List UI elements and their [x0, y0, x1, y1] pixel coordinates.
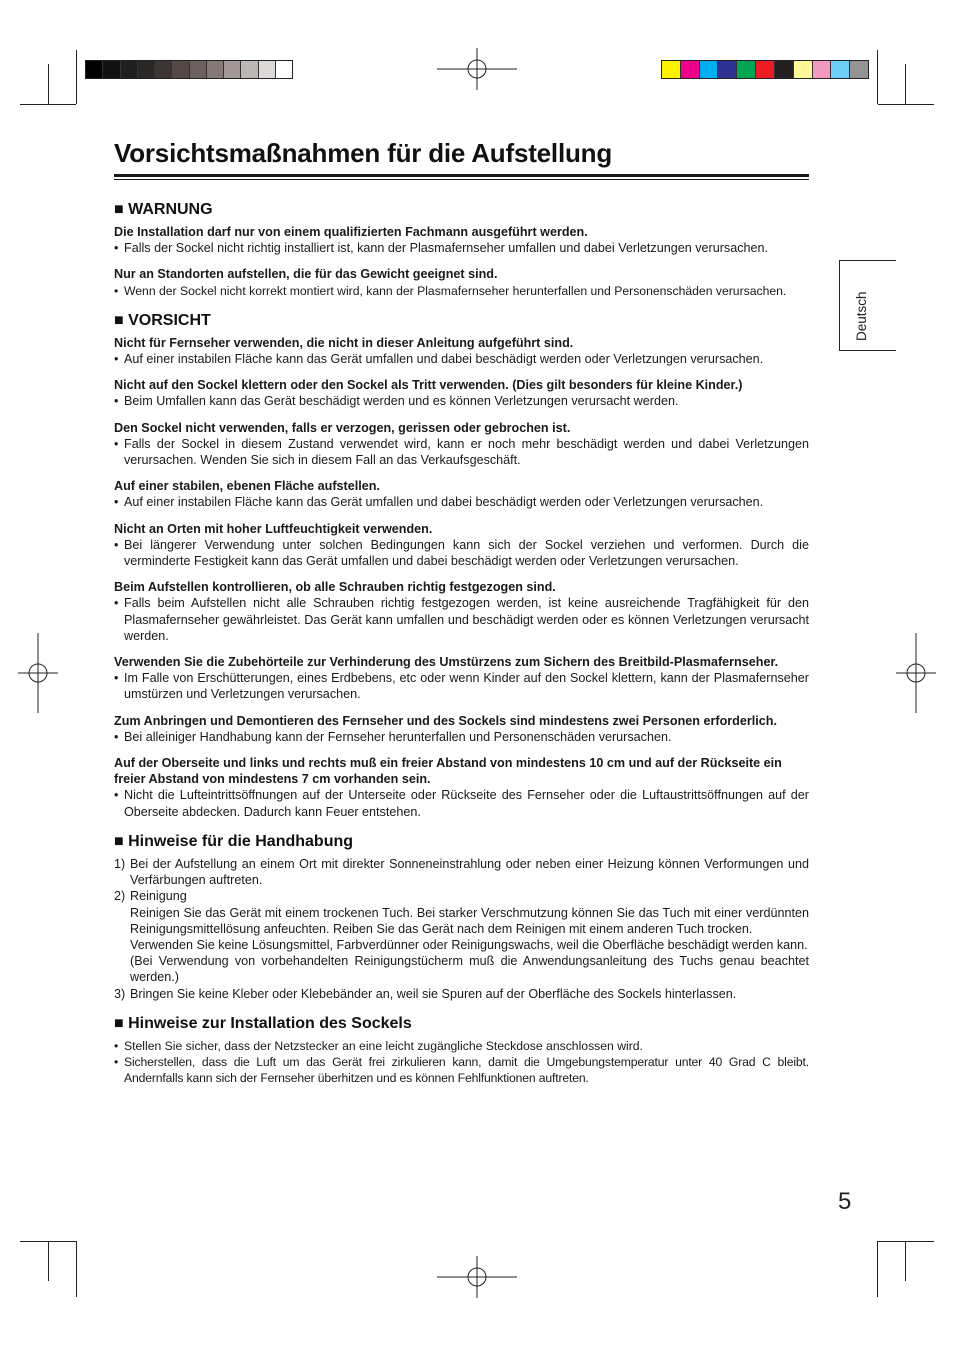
grayscale-calibration-bar [85, 60, 293, 79]
calibration-swatch [850, 61, 868, 78]
caution-item-bullet: • Im Falle von Erschütterungen, eines Erdbebens, etc oder wenn Kinder auf den Sockel klettern, kann der Plasmafernseher umstürzen und Verletzungen verursachen. [114, 670, 809, 702]
calibration-swatch [681, 61, 700, 78]
calibration-swatch [259, 61, 276, 78]
caution-item-bullet: • Bei alleiniger Handhabung kann der Fernseher herunterfallen und Personenschäden verursachen. [114, 729, 809, 745]
cleaning-paragraph: Verwenden Sie keine Lösungsmittel, Farbverdünner oder Reinigungswachs, weil die Oberfläche beschädigt werden kann. [130, 937, 808, 952]
registration-mark-top [437, 48, 517, 90]
item-number: 2) [114, 889, 126, 904]
item-text: Reinigung [130, 889, 187, 904]
calibration-swatch [207, 61, 224, 78]
language-tab-label: Deutsch [854, 291, 869, 341]
color-calibration-bar [661, 60, 869, 79]
calibration-swatch [794, 61, 813, 78]
caution-item [114, 713, 809, 745]
caution-item [114, 579, 809, 644]
caution-item-title: Den Sockel nicht verwenden, falls er verzogen, gerissen oder gebrochen ist. [114, 420, 571, 435]
caution-item [114, 755, 809, 820]
registration-mark-bottom [437, 1256, 517, 1298]
caution-item-title: Zum Anbringen und Demontieren des Fernseher und des Sockels sind mindestens zwei Personen erforderlich. [114, 713, 777, 728]
page-number: 5 [838, 1188, 852, 1215]
section-handhabung [114, 832, 809, 1002]
caution-item [114, 420, 809, 469]
item-text: Bringen Sie keine Kleber oder Klebebänder an, weil sie Spuren auf der Oberfläche des Sockels hinterlassen. [130, 986, 737, 1001]
calibration-swatch [737, 61, 756, 78]
caution-item-bullet: • Bei längerer Verwendung unter solchen Bedingungen kann sich der Sockel verziehen und verformen. Durch die verminderte Festigkeit kann das Gerät umfallen und dabei beschädigt werden oder Verletzungen verursachen. [114, 537, 809, 569]
calibration-swatch [813, 61, 832, 78]
installation-bullet: • Sicherstellen, dass die Luft um das Gerät frei zirkulieren kann, damit die Umgebungstemperatur unter 40 Grad C bleibt. Andernfalls kann sich der Fernseher überhitzen und es können Fehlfunktionen auftreten. [114, 1054, 809, 1086]
calibration-swatch [662, 61, 681, 78]
warning-item-bullet: • Wenn der Sockel nicht korrekt montiert wird, kann der Plasmafernseher herunterfallen und Personenschäden verursachen. [114, 283, 809, 299]
calibration-swatch [172, 61, 189, 78]
calibration-swatch [121, 61, 138, 78]
cleaning-paragraph: (Bei Verwendung von vorbehandelten Reinigungstücherm muß die Anwendungsanleitung des Tuchs genau beachtet werden.) [130, 954, 809, 985]
calibration-swatch [86, 61, 103, 78]
section-heading-vorsicht: ■ VORSICHT [114, 311, 211, 329]
registration-mark-left [18, 633, 58, 713]
calibration-swatch [155, 61, 172, 78]
warning-item-title: Die Installation darf nur von einem qualifizierten Fachmann ausgeführt werden. [114, 225, 588, 239]
item-number: 1) [114, 856, 126, 871]
calibration-swatch [831, 61, 850, 78]
item-number: 3) [114, 986, 126, 1001]
calibration-swatch [276, 61, 292, 78]
calibration-swatch [718, 61, 737, 78]
warning-item [114, 224, 809, 256]
language-tab [839, 260, 896, 351]
numbered-item [114, 986, 809, 1002]
caution-item-bullet: • Falls beim Aufstellen nicht alle Schrauben richtig festgezogen werden, ist keine ausreichende Tragfähigkeit für den Plasmafernseher gewährleistet. Das Gerät kann umfallen und beschädigt werden oder es können Verletzungen verursacht werden. [114, 595, 809, 644]
page-title: Vorsichtsmaßnahmen für die Aufstellung [114, 138, 613, 168]
title-rule-thin [114, 179, 809, 180]
caution-item-title: Verwenden Sie die Zubehörteile zur Verhinderung des Umstürzens zum Sichern des Breitbild-Plasmafernseher. [114, 655, 779, 670]
calibration-swatch [241, 61, 258, 78]
caution-item-bullet: • Nicht die Lufteintrittsöffnungen auf der Unterseite oder Rückseite des Fernseher oder die Luftaustrittsöffnungen auf der Oberseite abdecken. Dadurch kann Feuer entstehen. [114, 787, 809, 819]
numbered-item [114, 888, 809, 904]
caution-item-title: Beim Aufstellen kontrollieren, ob alle Schrauben richtig festgezogen sind. [114, 580, 556, 595]
caution-item-title: Auf der Oberseite und links und rechts muß ein freier Abstand von mindestens 10 cm und auf der Rückseite ein freier Abstand von mindestens 7 cm vorhanden sein. [114, 756, 782, 787]
caution-item-title: Nicht für Fernseher verwenden, die nicht in dieser Anleitung aufgeführt sind. [114, 335, 574, 350]
calibration-swatch [190, 61, 207, 78]
caution-item-bullet: • Auf einer instabilen Fläche kann das Gerät umfallen und dabei beschädigt werden oder Verletzungen verursachen. [114, 494, 809, 510]
caution-item-bullet: • Beim Umfallen kann das Gerät beschädigt werden und es können Verletzungen verursacht werden. [114, 393, 809, 409]
section-heading-warnung: ■ WARNUNG [114, 201, 213, 218]
section-vorsicht [114, 311, 809, 820]
caution-item-title: Nicht an Orten mit hoher Luftfeuchtigkeit verwenden. [114, 521, 433, 536]
installation-bullet: • Stellen Sie sicher, dass der Netzstecker an eine leicht zugängliche Steckdose anschlossen wird. [114, 1038, 809, 1054]
section-warnung [114, 200, 809, 299]
title-rule [114, 174, 809, 177]
calibration-swatch [756, 61, 775, 78]
calibration-swatch [700, 61, 719, 78]
caution-item [114, 521, 809, 570]
caution-item-title: Nicht auf den Sockel klettern oder den Sockel als Tritt verwenden. (Dies gilt besonders für kleine Kinder.) [114, 378, 743, 393]
numbered-item [114, 856, 809, 888]
caution-item [114, 478, 809, 510]
calibration-swatch [138, 61, 155, 78]
warning-item [114, 266, 809, 298]
warning-item-title: Nur an Standorten aufstellen, die für das Gewicht geeignet sind. [114, 267, 498, 282]
caution-item [114, 335, 809, 367]
calibration-swatch [775, 61, 794, 78]
section-heading-installation: ■ Hinweise zur Installation des Sockels [114, 1014, 412, 1032]
registration-mark-right [896, 633, 936, 713]
section-installation [114, 1014, 809, 1087]
section-heading-handhabung: ■ Hinweise für die Handhabung [114, 832, 354, 850]
calibration-swatch [103, 61, 120, 78]
caution-item-title: Auf einer stabilen, ebenen Fläche aufstellen. [114, 479, 380, 494]
caution-item-bullet: • Falls der Sockel in diesem Zustand verwendet wird, kann er noch mehr beschädigt werden und dabei Verletzungen verursachen. Wenden Sie sich in diesem Fall an das Verkaufsgeschäft. [114, 436, 809, 468]
caution-item [114, 654, 809, 703]
main-content [114, 200, 809, 1098]
caution-item [114, 377, 809, 409]
cleaning-paragraph: Reinigen Sie das Gerät mit einem trockenen Tuch. Bei starker Verschmutzung können Sie das Tuch mit einer verdünnten Reinigungsmittellösung anfeuchten. Reiben Sie das Gerät nach dem Reinigen mit einem anderen Tuch trocken. [130, 905, 809, 936]
caution-item-bullet: • Auf einer instabilen Fläche kann das Gerät umfallen und dabei beschädigt werden oder Verletzungen verursachen. [114, 351, 809, 367]
item-text: Bei der Aufstellung an einem Ort mit direkter Sonneneinstrahlung oder neben einer Heizung können Verformungen und Verfärbungen auftreten. [130, 856, 809, 888]
warning-item-bullet: • Falls der Sockel nicht richtig installiert ist, kann der Plasmafernseher umfallen und dabei Verletzungen verursachen. [114, 240, 809, 256]
calibration-swatch [224, 61, 241, 78]
